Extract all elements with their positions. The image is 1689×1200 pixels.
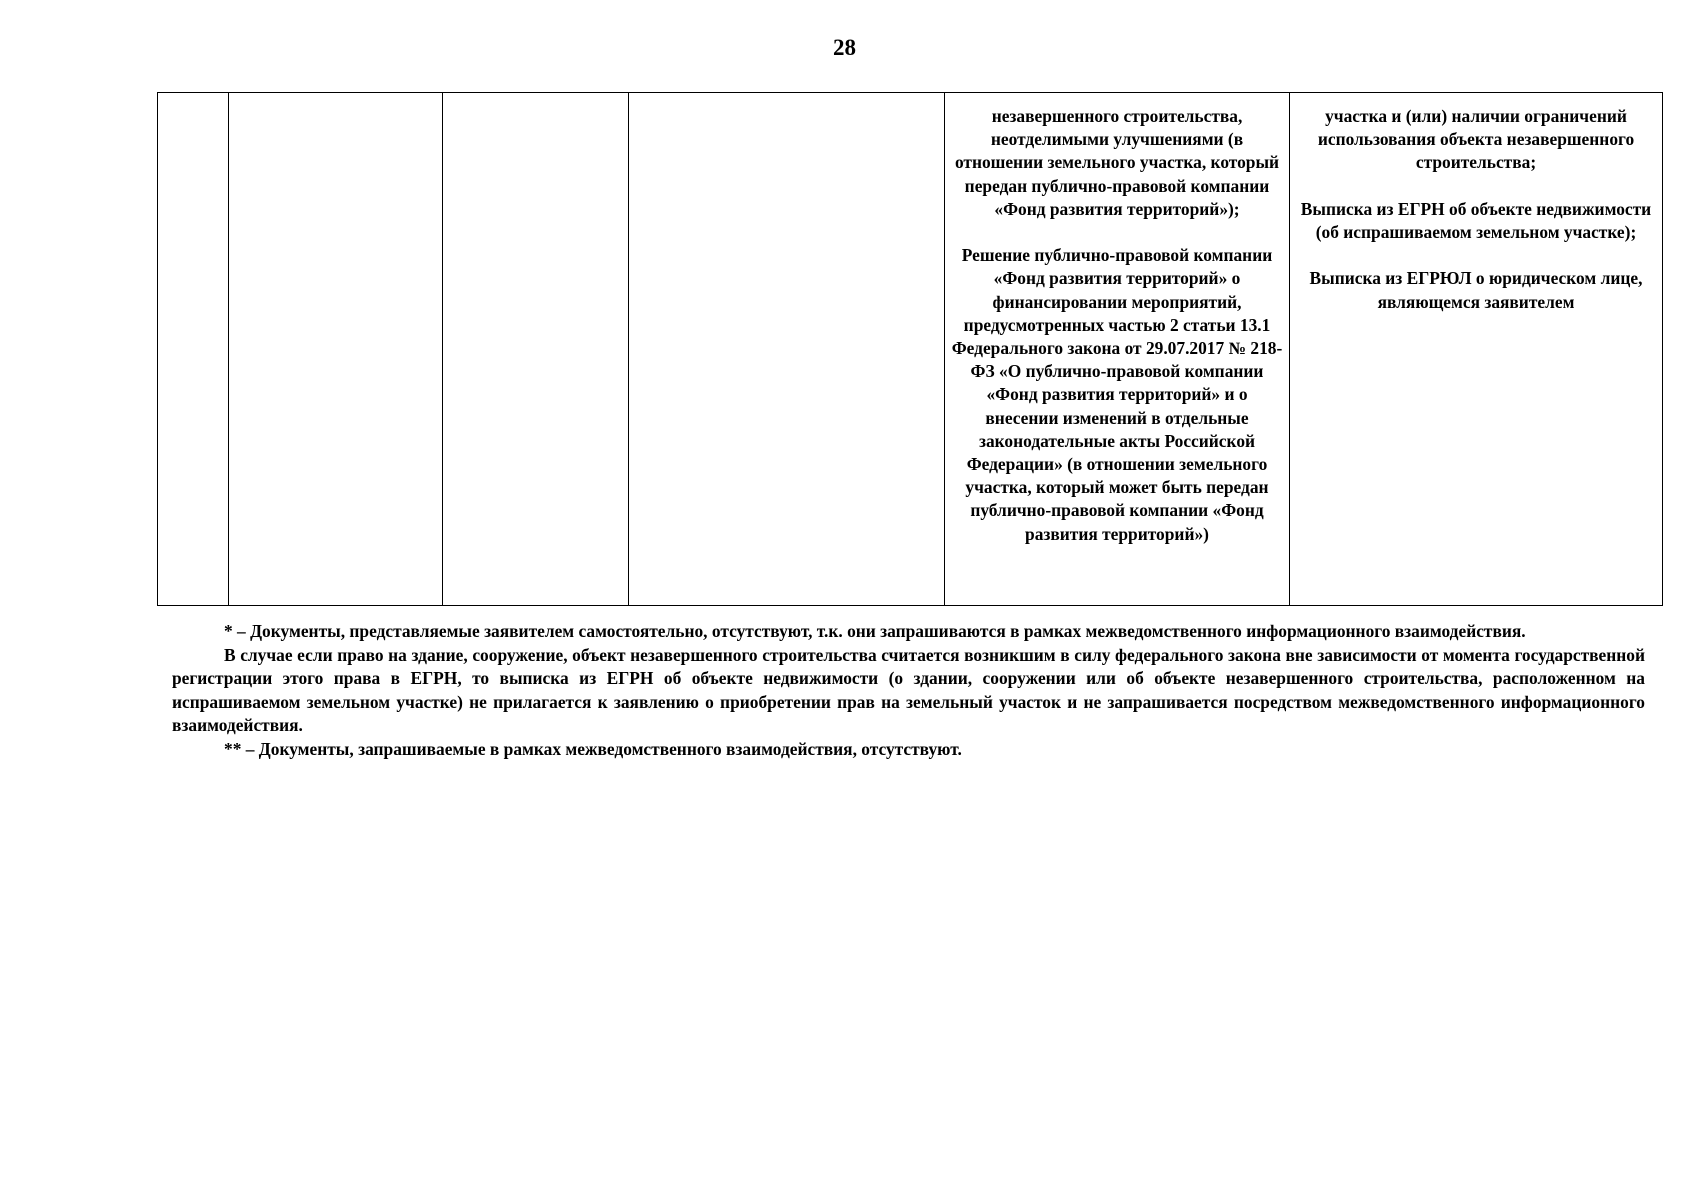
cell-paragraph: участка и (или) наличии ограничений использования объекта незавершенного строительства; <box>1317 106 1635 173</box>
cell-paragraph: Решение публично-правовой компании «Фонд развития территорий» о финансировании мероприятий, предусмотренных частью 2 статьи 13.1 Федерального закона от 29.07.2017 № 218-ФЗ «О публично-правовой компании «Фонд развития территорий» и о внесении изменений в отдельные законодательные акты Российской Федерации» (в отношении земельного участка, который может быть передан публично-правовой компании «Фонд развития территорий») <box>951 245 1283 544</box>
footnote-paragraph: В случае если право на здание, сооружение, объект незавершенного строительства считается возникшим в силу федерального закона вне зависимости от момента государственной регистрации этого права в ЕГРН, то выписка из ЕГРН об объекте недвижимости (о здании, сооружении или об объекте незавершенного строительства, расположенном на испрашиваемом земельном участке) не прилагается к заявлению о приобретении прав на земельный участок и не запрашивается посредством межведомственного информационного взаимодействия. <box>172 644 1645 735</box>
table-cell-col1 <box>158 93 229 606</box>
table-cell-col3 <box>443 93 629 606</box>
table-cell-col5 <box>945 93 1290 606</box>
table-cell-col4 <box>629 93 945 606</box>
footnotes <box>172 620 1645 761</box>
page-number: 28 <box>833 35 856 60</box>
documents-table <box>157 92 1663 606</box>
table-cell-col2 <box>229 93 443 606</box>
cell-paragraph: Выписка из ЕГРН об объекте недвижимости (об испрашиваемом земельном участке); <box>1300 198 1652 242</box>
table-row <box>158 93 1663 606</box>
cell-paragraph: Выписка из ЕГРЮЛ о юридическом лице, являющемся заявителем <box>1309 268 1643 312</box>
footnote-double-asterisk: ** – Документы, запрашиваемые в рамках межведомственного взаимодействия, отсутствуют. <box>224 738 962 759</box>
cell-paragraph: незавершенного строительства, неотделимыми улучшениями (в отношении земельного участка, который передан публично-правовой компании «Фонд развития территорий»); <box>954 106 1280 219</box>
table-cell-col6 <box>1290 93 1663 606</box>
footnote-single-asterisk: * – Документы, представляемые заявителем самостоятельно, отсутствуют, т.к. они запрашиваются в рамках межведомственного информационного взаимодействия. <box>224 621 1526 641</box>
